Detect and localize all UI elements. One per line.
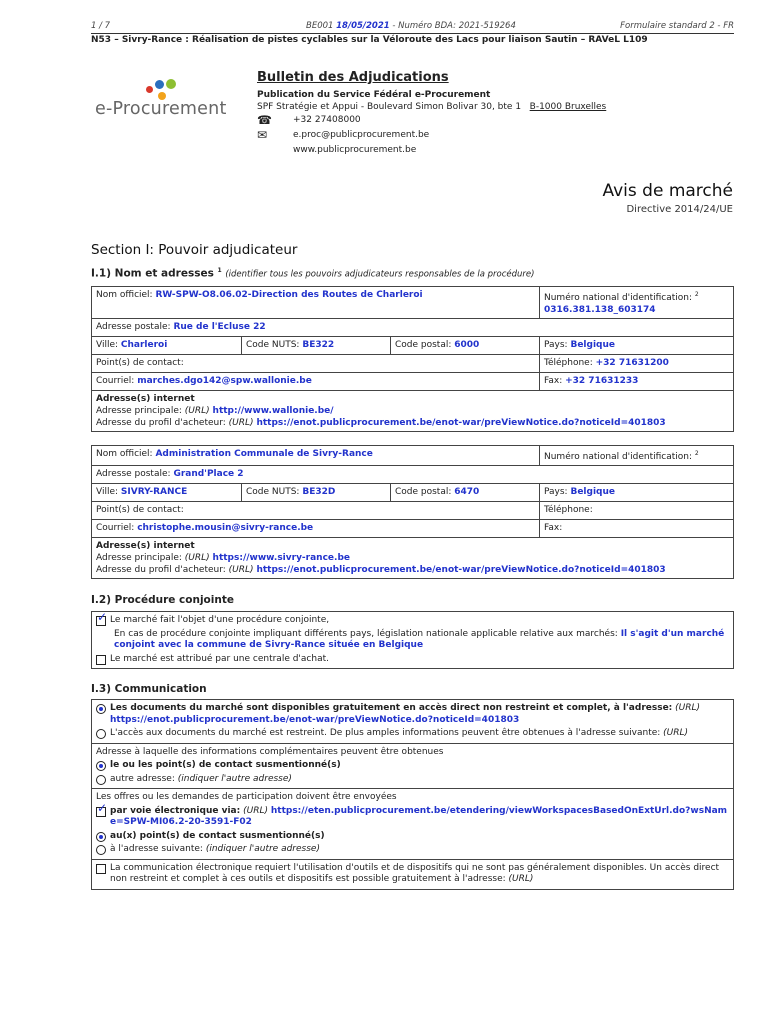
phone-cell bbox=[540, 355, 733, 372]
postcode-cell bbox=[391, 337, 540, 354]
logo-text: e-Procurement bbox=[95, 99, 227, 119]
info-contact-label: le ou les point(s) de contact susmentionné(s) bbox=[110, 760, 341, 770]
table-row bbox=[92, 538, 733, 578]
page-number: 1 / 7 bbox=[91, 21, 111, 31]
joint-procedure-detail bbox=[92, 628, 733, 653]
documents-group bbox=[92, 700, 733, 744]
table-row bbox=[92, 373, 733, 391]
field-label: Nom officiel: bbox=[96, 290, 153, 300]
publisher-website[interactable]: www.publicprocurement.be bbox=[293, 144, 417, 155]
submission-other-note: (indiquer l'autre adresse) bbox=[205, 844, 320, 854]
submission-other-text bbox=[110, 844, 320, 856]
fax: +32 71631233 bbox=[565, 376, 639, 386]
email[interactable]: marches.dgo142@spw.wallonie.be bbox=[137, 376, 312, 386]
table-row bbox=[92, 287, 733, 319]
documents-restricted-option bbox=[92, 727, 733, 741]
buyer-profile-line bbox=[96, 417, 729, 429]
publication-date: 18/05/2021 bbox=[336, 21, 390, 31]
field-label: Adresse du profil d'acheteur: bbox=[96, 418, 226, 428]
postcode: 6470 bbox=[454, 487, 480, 497]
fax-cell bbox=[540, 373, 733, 390]
url-tag: (URL) bbox=[184, 406, 210, 416]
city-cell bbox=[92, 337, 242, 354]
email[interactable]: christophe.mousin@sivry-rance.be bbox=[137, 523, 314, 533]
submission-electronic-label: par voie électronique via: bbox=[110, 805, 241, 816]
publisher-address bbox=[257, 102, 677, 112]
table-row bbox=[92, 319, 733, 337]
internet-heading: Adresse(s) internet bbox=[96, 394, 195, 404]
field-label: Pays: bbox=[544, 487, 568, 497]
city: SIVRY-RANCE bbox=[120, 487, 188, 497]
documents-free-radio[interactable] bbox=[96, 704, 106, 714]
url-tag: (URL) bbox=[508, 874, 534, 884]
official-name-cell bbox=[92, 446, 540, 465]
info-other-text bbox=[110, 774, 292, 786]
publisher-phone: +32 27408000 bbox=[293, 114, 361, 125]
submission-electronic-text bbox=[110, 806, 729, 829]
country-cell bbox=[540, 337, 733, 354]
nuts-cell bbox=[242, 484, 391, 501]
internet-cell bbox=[92, 538, 733, 578]
communication-box bbox=[91, 699, 734, 890]
field-label: Adresse postale: bbox=[96, 469, 171, 479]
logo-dot-red bbox=[146, 86, 153, 93]
official-name: RW-SPW-O8.06.02-Direction des Routes de Charleroi bbox=[155, 290, 423, 300]
notice-heading bbox=[602, 181, 733, 215]
address-street: SPF Stratégie et Appui - Boulevard Simon Bolivar 30, bte 1 bbox=[257, 102, 522, 112]
national-id-cell bbox=[540, 287, 733, 318]
nuts-code: BE32D bbox=[302, 487, 336, 497]
url-tag: (URL) bbox=[184, 553, 210, 563]
buyer-profile-link[interactable]: https://enot.publicprocurement.be/enot-war/preViewNotice.do?noticeId=401803 bbox=[256, 565, 666, 575]
email-row bbox=[257, 127, 677, 142]
footnote: 2 bbox=[694, 291, 699, 298]
info-other-option bbox=[92, 773, 733, 787]
url-tag: (URL) bbox=[243, 805, 268, 816]
footnote: 2 bbox=[694, 450, 699, 457]
joint-procedure-checkbox[interactable] bbox=[96, 616, 106, 626]
electronic-tools-label: La communication électronique requiert l'utilisation d'outils et de dispositifs qui ne sont pas généralement disponibles. Un accès direct non restreint et complet à ces outils et dispositifs est possible gratuitement à l'adresse: bbox=[110, 862, 720, 884]
logo-dot-green bbox=[166, 79, 176, 89]
url-tag: (URL) bbox=[675, 703, 701, 713]
url-tag: (URL) bbox=[663, 728, 689, 738]
documents-free-label: Les documents du marché sont disponibles gratuitement en accès direct non restreint et complet, à l'adresse: bbox=[110, 703, 673, 713]
nuts-code: BE322 bbox=[302, 340, 335, 350]
postal-address: Grand'Place 2 bbox=[173, 469, 244, 479]
country: Belgique bbox=[570, 487, 615, 497]
logo-dot-blue bbox=[155, 80, 164, 89]
field-label: Adresse postale: bbox=[96, 322, 171, 332]
nuts-cell bbox=[242, 337, 391, 354]
i1-note: (identifier tous les pouvoirs adjudicateurs responsables de la procédure) bbox=[225, 269, 535, 280]
info-other-label: autre adresse: bbox=[110, 773, 175, 784]
mail-icon: ✉ bbox=[257, 127, 268, 142]
submission-electronic-option bbox=[92, 805, 733, 830]
contact-cell: Point(s) de contact: bbox=[92, 355, 540, 372]
contact-cell: Point(s) de contact: bbox=[92, 502, 540, 519]
directive: Directive 2014/24/UE bbox=[626, 204, 733, 215]
authority-table-2 bbox=[91, 445, 734, 579]
submission-group bbox=[92, 789, 733, 860]
authority-table-1 bbox=[91, 286, 734, 432]
postcode-cell bbox=[391, 484, 540, 501]
section-title: Section I: Pouvoir adjudicateur bbox=[91, 242, 298, 258]
field-label: Courriel: bbox=[96, 523, 135, 533]
email-cell bbox=[92, 520, 540, 537]
table-row bbox=[92, 391, 733, 431]
publisher-email[interactable]: e.proc@publicprocurement.be bbox=[293, 129, 430, 140]
field-label: Nom officiel: bbox=[96, 449, 153, 459]
postal-address: Rue de l'Ecluse 22 bbox=[173, 322, 266, 332]
detail-value: Il s'agit d'un marché conjoint avec la commune de Sivry-Rance située en Belgique bbox=[114, 628, 725, 650]
central-purchasing-checkbox[interactable] bbox=[96, 655, 106, 665]
field-label: Code NUTS: bbox=[246, 340, 300, 350]
documents-link[interactable]: https://enot.publicprocurement.be/enot-war/preViewNotice.do?noticeId=401803 bbox=[110, 714, 520, 725]
subsection-i2: I.2) Procédure conjointe bbox=[91, 594, 234, 606]
e-procurement-logo bbox=[95, 78, 225, 124]
documents-restricted-text bbox=[110, 728, 688, 740]
field-label: Ville: bbox=[96, 487, 119, 497]
central-purchasing-label: Le marché est attribué par une centrale d'achat. bbox=[110, 653, 329, 664]
url-tag: (URL) bbox=[228, 418, 254, 428]
field-label: Pays: bbox=[544, 340, 568, 350]
address-city: B-1000 Bruxelles bbox=[529, 102, 607, 112]
submission-link[interactable]: https://eten.publicprocurement.be/etendering/viewWorkspacesBasedOnExtUrl.do?wsName=SPW-MI06.2-20-3591-F02 bbox=[110, 805, 728, 827]
field-label: Adresse du profil d'acheteur: bbox=[96, 565, 226, 575]
table-row bbox=[92, 466, 733, 484]
detail-text: En cas de procédure conjointe impliquant différents pays, législation nationale applicable relative aux marchés: bbox=[114, 628, 618, 639]
submission-other-option bbox=[92, 843, 733, 857]
table-row bbox=[92, 484, 733, 502]
national-id: 0316.381.138_603174 bbox=[544, 305, 656, 315]
phone-icon: ☎ bbox=[257, 112, 272, 127]
bulletin-title: Bulletin des Adjudications bbox=[257, 70, 449, 85]
postal-address-cell bbox=[92, 319, 733, 336]
info-other-radio[interactable] bbox=[96, 775, 106, 785]
field-label: Téléphone: bbox=[544, 358, 593, 368]
notice-title: N53 – Sivry-Rance : Réalisation de pistes cyclables sur la Véloroute des Lacs pour liaison Sautin – RAVeL L109 bbox=[91, 33, 734, 45]
official-name-cell bbox=[92, 287, 540, 318]
joint-procedure-label: Le marché fait l'objet d'une procédure conjointe, bbox=[110, 615, 330, 625]
submission-contact-radio[interactable] bbox=[96, 832, 106, 842]
notice-type: Avis de marché bbox=[602, 181, 733, 201]
field-label: Code NUTS: bbox=[246, 487, 300, 497]
table-row bbox=[92, 520, 733, 538]
bda-number: - Numéro BDA: 2021-519264 bbox=[392, 21, 516, 31]
documents-restricted-radio[interactable] bbox=[96, 729, 106, 739]
table-row bbox=[92, 355, 733, 373]
submission-other-label: à l'adresse suivante: bbox=[110, 844, 203, 854]
documents-restricted-label: L'accès aux documents du marché est restreint. De plus amples informations peuvent être obtenues à l'adresse suivante: bbox=[110, 728, 661, 738]
info-contact-radio[interactable] bbox=[96, 761, 106, 771]
main-address-link[interactable]: http://www.wallonie.be/ bbox=[212, 406, 334, 416]
table-row bbox=[92, 502, 733, 520]
field-label: Adresse principale: bbox=[96, 406, 182, 416]
table-row bbox=[92, 337, 733, 355]
field-label: Code postal: bbox=[395, 340, 452, 350]
national-id-cell bbox=[540, 446, 733, 465]
submission-contact-label: au(x) point(s) de contact susmentionné(s) bbox=[110, 830, 325, 841]
subsection-i1 bbox=[91, 267, 534, 280]
web-row bbox=[257, 142, 677, 157]
country: Belgique bbox=[570, 340, 615, 350]
field-label: Adresse principale: bbox=[96, 553, 182, 563]
field-label: Numéro national d'identification: bbox=[544, 452, 693, 462]
internet-cell bbox=[92, 391, 733, 431]
main-address-link[interactable]: https://www.sivry-rance.be bbox=[212, 553, 350, 563]
phone-cell: Téléphone: bbox=[544, 505, 593, 515]
postcode: 6000 bbox=[454, 340, 480, 350]
be-code: BE001 bbox=[306, 21, 334, 31]
main-address-line bbox=[96, 405, 729, 417]
fax-cell: Fax: bbox=[544, 523, 563, 533]
city-cell bbox=[92, 484, 242, 501]
joint-procedure-box bbox=[91, 611, 734, 669]
url-tag: (URL) bbox=[228, 565, 254, 575]
submission-contact-option bbox=[92, 830, 733, 844]
main-address-line bbox=[96, 552, 729, 564]
form-type: Formulaire standard 2 - FR bbox=[620, 21, 734, 31]
submission-other-radio[interactable] bbox=[96, 845, 106, 855]
info-address-heading: Adresse à laquelle des informations complémentaires peuvent être obtenues bbox=[96, 746, 444, 757]
info-address-group bbox=[92, 744, 733, 790]
electronic-tools-text bbox=[110, 863, 729, 886]
official-name: Administration Communale de Sivry-Rance bbox=[155, 449, 373, 459]
phone: +32 71631200 bbox=[595, 358, 669, 368]
notice-reference bbox=[306, 21, 516, 31]
phone-row bbox=[257, 112, 677, 127]
field-label: Fax: bbox=[544, 376, 563, 386]
field-label: Courriel: bbox=[96, 376, 135, 386]
submission-heading: Les offres ou les demandes de participation doivent être envoyées bbox=[96, 792, 397, 802]
i1-footnote: 1 bbox=[217, 267, 222, 274]
info-contact-option bbox=[92, 759, 733, 773]
country-cell bbox=[540, 484, 733, 501]
buyer-profile-line bbox=[96, 564, 729, 576]
electronic-tools-group bbox=[92, 860, 733, 889]
buyer-profile-link[interactable]: https://enot.publicprocurement.be/enot-war/preViewNotice.do?noticeId=401803 bbox=[256, 418, 666, 428]
documents-free-option bbox=[92, 702, 733, 727]
joint-procedure-option bbox=[92, 612, 733, 628]
info-other-note: (indiquer l'autre adresse) bbox=[177, 773, 292, 784]
bulletin-subtitle: Publication du Service Fédéral e-Procurement bbox=[257, 90, 491, 100]
postal-address-cell bbox=[92, 466, 733, 483]
field-label: Numéro national d'identification: bbox=[544, 293, 693, 303]
submission-electronic-checkbox[interactable] bbox=[96, 807, 106, 817]
documents-free-text bbox=[110, 703, 700, 726]
table-row bbox=[92, 446, 733, 466]
field-label: Ville: bbox=[96, 340, 119, 350]
email-cell bbox=[92, 373, 540, 390]
electronic-tools-checkbox[interactable] bbox=[96, 864, 106, 874]
i1-label: I.1) Nom et adresses bbox=[91, 267, 214, 280]
electronic-tools-option bbox=[92, 862, 733, 887]
central-purchasing-option bbox=[92, 653, 733, 669]
internet-heading: Adresse(s) internet bbox=[96, 541, 195, 551]
publisher-info bbox=[257, 70, 677, 157]
city: Charleroi bbox=[120, 340, 168, 350]
field-label: Code postal: bbox=[395, 487, 452, 497]
subsection-i3: I.3) Communication bbox=[91, 683, 207, 695]
